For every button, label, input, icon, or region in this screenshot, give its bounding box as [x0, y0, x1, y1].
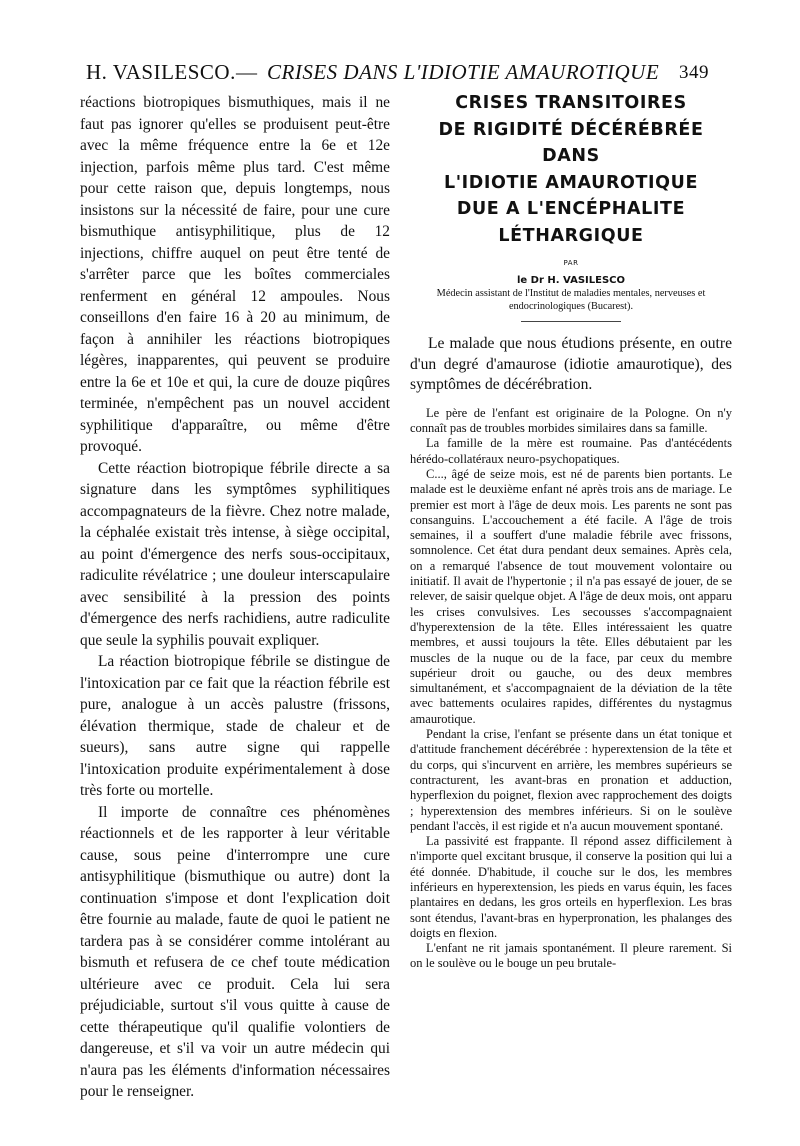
header-separator: — [236, 60, 258, 84]
par-label: PAR [563, 259, 579, 267]
left-paragraph: La réaction biotropique fébrile se distingue de l'intoxication par ce fait que la réaction fébrile est pure, analogue à un accès palustre (frissons, élévation thermique, stade de chaleur et de sueurs), sans autre signe qui rappelle l'intoxication produite expérimentalement à dose très forte ou mortelle. [80, 653, 390, 799]
right-body [410, 406, 732, 972]
header-title: CRISES DANS L'IDIOTIE AMAUROTIQUE [267, 60, 660, 84]
right-paragraph: Le père de l'enfant est originaire de la Pologne. On n'y connaît pas de troubles morbides similaires dans sa famille. [410, 405, 732, 436]
left-column [80, 92, 390, 1103]
right-paragraph: La famille de la mère est roumaine. Pas d'antécédents hérédo-collatéraux neuro-psychopatiques. [410, 436, 732, 466]
title-line: LÉTHARGIQUE [498, 225, 644, 246]
article-title [410, 90, 732, 249]
running-header [86, 60, 716, 88]
page-number: 349 [679, 62, 709, 83]
right-paragraph: C..., âgé de seize mois, est né de parents bien portants. Le malade est le deuxième enfant né après trois ans de mariage. Le premier est mort à l'âge de deux mois. Les parents ne sont pas consanguins. L'accouchement a été facile. A l'âge de trois semaines, il a souffert d'une maladie fébrile avec frissons, somnolence. Cet état dura pendant deux semaines. Après cela, on a remarqué l'absence de tout mouvement volontaire ou initiatif. Il avait de l'hypertonie ; il n'a pas essayé de jouer, de se relever, de saisir quelque objet. A l'âge de deux mois, ont apparu les crises convulsives. Les secousses s'accompagnaient d'hyperextension de la tête. Elles intéressaient les quatre membres, et aussi toujours la tête. Elles débutaient par les muscles de la nuque ou de la face, par ceux du membre supérieur droit ou gauche, ou des deux membres simultanément, et s'accompagnaient de la déviation de la tête avec battements oculaires rapides, différentes du nystagmus amaurotique. [410, 466, 732, 726]
right-column [410, 90, 732, 972]
right-paragraph: Pendant la crise, l'enfant se présente dans un état tonique et d'attitude franchement décérébrée : hyperextension de la tête et du corps, qui s'incurvent en arrière, les membres supérieurs se contracturent, les avant-bras en pronation et adduction, hyperflexion du poignet, flexion avec rapprochement des doigts ; hyperextension des membres inférieurs. Si on le soulève pendant l'accès, il est rigide et n'a aucun mouvement spontané. [410, 727, 732, 833]
left-paragraph: Cette réaction biotropique fébrile directe a sa signature dans les symptômes syphilitiques accompagnateurs de la fièvre. Chez notre malade, la céphalée existait très intense, à siège occipital, au point d'émergence des nerfs sous-occipitaux, radiculite révélatrice ; une douleur interscapulaire avec sensibilité à la pression des points d'émergence des nerfs rachidiens, autre radiculite que seule la syphilis pouvait expliquer. [80, 459, 390, 649]
right-paragraph: L'enfant ne rit jamais spontanément. Il pleure rarement. Si on le soulève ou le bouge un peu brutale- [410, 941, 732, 971]
right-paragraph: La passivité est frappante. Il répond assez difficilement à n'importe quel excitant brusque, il conserve la position qui lui a été donnée. D'habitude, il couche sur le dos, les membres inférieurs en hyperextension, les pieds en varus équin, les faces plantaires en dedans, les gros orteils en hyperflexion. Les bras sont étendus, l'avant-bras en hyperpronation, les phalanges des doigts en flexion. [410, 834, 732, 940]
title-line: DUE A L'ENCÉPHALITE [456, 199, 686, 219]
title-line: CRISES TRANSITOIRES [455, 93, 687, 113]
title-line: L'IDIOTIE AMAUROTIQUE [443, 172, 699, 193]
left-paragraph: Il importe de connaître ces phénomènes réactionnels et de les rapporter à leur véritable cause, sous peine d'interrompre une cure antisyphilitique (bismuthique ou autre) dont la continuation s'impose et dont l'explication doit être fournie au malade, faute de quoi le patient ne tardera pas à se considérer comme intolérant au bismuth et refusera de ce chef toute médication ultérieure avec ce produit. Cela lui sera préjudiciable, surtout s'il vous quitte à cause de cette thérapeutique qu'il qualifie volontiers de dangereuse, et s'il va voir un autre médecin qui n'aura pas les éléments d'information nécessaires pour le renseigner. [80, 803, 390, 1100]
title-line: DE RIGIDITÉ DÉCÉRÉBRÉE [438, 119, 704, 140]
author-affiliation: Médecin assistant de l'Institut de maladies mentales, nerveuses et endocrinologiques (Bucarest). [436, 288, 706, 312]
author-byline: le Dr H. VASILESCO [516, 275, 626, 286]
header-author: H. VASILESCO. [86, 60, 236, 84]
left-paragraph: réactions biotropiques bismuthiques, mais il ne faut pas ignorer qu'elles se produisent peut-être avec la même fréquence entre la 6e et 12e injection, parfois même plus tard. C'est même pour cette raison que, depuis longtemps, nous insistons sur la nécessité de faire, pour une cure bismuthique antisyphilitique, plus de 12 injections, chiffre auquel on peut être tenté de s'arrêter parce que les boîtes commerciales renferment en général 12 ampoules. Nous conseillons d'en faire 16 à 20 au minimum, de façon à annihiler les réactions biotropiques légères, inapparentes, qui peuvent se produire entre la 6e et 10e et qui, la cure de douze piqûres terminée, n'empêchent pas un nouvel accident syphilitique d'apparaître, ou même d'être provoqué. [80, 94, 390, 455]
divider [521, 321, 621, 322]
intro-paragraph: Le malade que nous étudions présente, en outre d'un degré d'amaurose (idiotie amaurotique), des symptômes de décérébration. [410, 335, 732, 394]
title-line: DANS [542, 146, 600, 166]
